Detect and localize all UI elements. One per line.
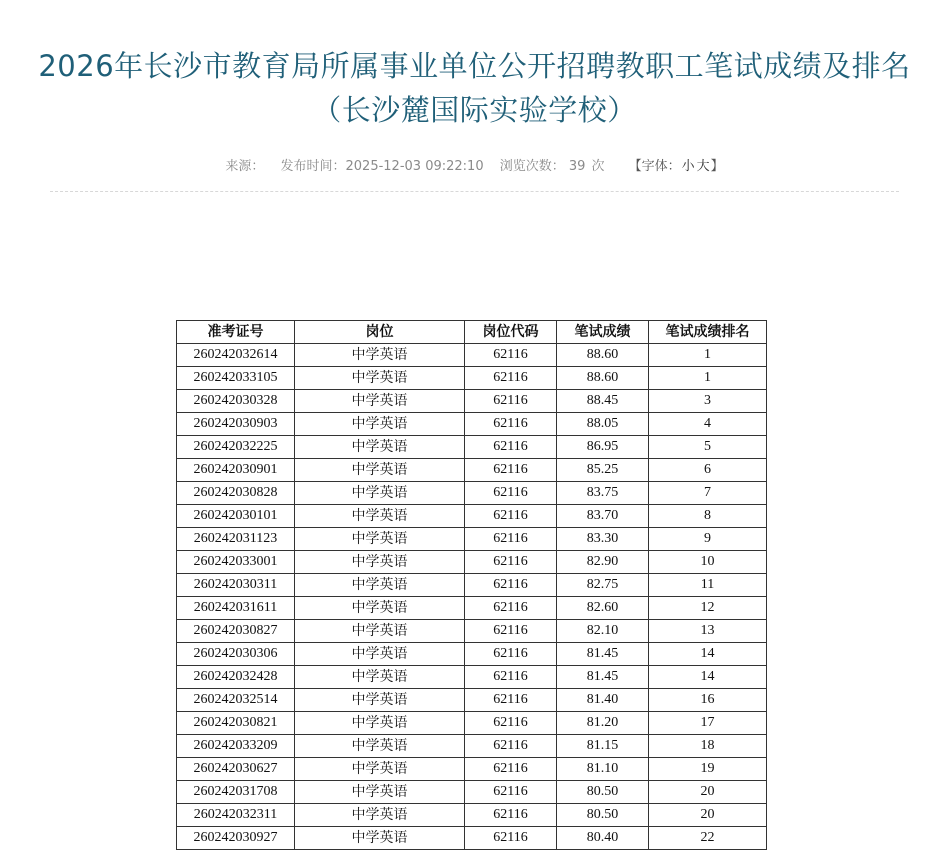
source-label: 来源： [225, 159, 265, 174]
cell-position-code: 62116 [465, 666, 557, 689]
cell-exam-id: 260242030627 [177, 758, 295, 781]
score-table [176, 320, 767, 850]
cell-position-code: 62116 [465, 735, 557, 758]
table-row [177, 413, 767, 436]
cell-score: 82.60 [557, 597, 649, 620]
cell-score: 88.60 [557, 344, 649, 367]
cell-score: 82.10 [557, 620, 649, 643]
table-row [177, 574, 767, 597]
cell-position-code: 62116 [465, 436, 557, 459]
cell-rank: 14 [649, 643, 767, 666]
cell-rank: 3 [649, 390, 767, 413]
table-row [177, 482, 767, 505]
cell-position-code: 62116 [465, 574, 557, 597]
cell-score: 80.50 [557, 781, 649, 804]
header-position: 岗位 [295, 321, 465, 344]
font-large-link[interactable]: 大 [696, 159, 710, 174]
cell-position-code: 62116 [465, 620, 557, 643]
cell-score: 83.75 [557, 482, 649, 505]
cell-rank: 11 [649, 574, 767, 597]
cell-exam-id: 260242031708 [177, 781, 295, 804]
cell-position: 中学英语 [295, 574, 465, 597]
table-row [177, 367, 767, 390]
cell-position: 中学英语 [295, 551, 465, 574]
table-row [177, 735, 767, 758]
table-row [177, 436, 767, 459]
table-row [177, 390, 767, 413]
cell-exam-id: 260242030328 [177, 390, 295, 413]
cell-position-code: 62116 [465, 643, 557, 666]
cell-position: 中学英语 [295, 827, 465, 850]
cell-score: 83.70 [557, 505, 649, 528]
cell-exam-id: 260242032614 [177, 344, 295, 367]
cell-score: 81.15 [557, 735, 649, 758]
cell-score: 82.75 [557, 574, 649, 597]
cell-position-code: 62116 [465, 804, 557, 827]
views-count: 39 [568, 159, 586, 174]
cell-rank: 19 [649, 758, 767, 781]
font-small-link[interactable]: 小 [681, 159, 695, 174]
cell-position: 中学英语 [295, 781, 465, 804]
cell-score: 80.50 [557, 804, 649, 827]
cell-exam-id: 260242030311 [177, 574, 295, 597]
cell-score: 86.95 [557, 436, 649, 459]
cell-exam-id: 260242031611 [177, 597, 295, 620]
cell-position: 中学英语 [295, 712, 465, 735]
cell-position-code: 62116 [465, 551, 557, 574]
cell-position: 中学英语 [295, 459, 465, 482]
cell-position-code: 62116 [465, 505, 557, 528]
cell-exam-id: 260242030903 [177, 413, 295, 436]
cell-exam-id: 260242030306 [177, 643, 295, 666]
cell-exam-id: 260242033001 [177, 551, 295, 574]
cell-rank: 5 [649, 436, 767, 459]
header-exam-id: 准考证号 [177, 321, 295, 344]
table-row [177, 597, 767, 620]
cell-score: 82.90 [557, 551, 649, 574]
cell-score: 85.25 [557, 459, 649, 482]
cell-rank: 20 [649, 781, 767, 804]
cell-position-code: 62116 [465, 781, 557, 804]
table-row [177, 781, 767, 804]
cell-exam-id: 260242032514 [177, 689, 295, 712]
table-body [177, 344, 767, 850]
page-subtitle: （长沙麓国际实验学校） [312, 93, 637, 127]
cell-score: 88.05 [557, 413, 649, 436]
cell-exam-id: 260242030828 [177, 482, 295, 505]
cell-position-code: 62116 [465, 827, 557, 850]
cell-position: 中学英语 [295, 482, 465, 505]
cell-position-code: 62116 [465, 712, 557, 735]
cell-rank: 16 [649, 689, 767, 712]
cell-rank: 4 [649, 413, 767, 436]
cell-exam-id: 260242030927 [177, 827, 295, 850]
cell-rank: 12 [649, 597, 767, 620]
cell-position-code: 62116 [465, 597, 557, 620]
cell-score: 88.60 [557, 367, 649, 390]
cell-score: 81.45 [557, 643, 649, 666]
table-row [177, 551, 767, 574]
cell-position-code: 62116 [465, 528, 557, 551]
cell-score: 83.30 [557, 528, 649, 551]
cell-rank: 7 [649, 482, 767, 505]
cell-score: 80.40 [557, 827, 649, 850]
cell-position: 中学英语 [295, 528, 465, 551]
cell-rank: 9 [649, 528, 767, 551]
cell-position: 中学英语 [295, 344, 465, 367]
page-title: 2026年长沙市教育局所属事业单位公开招聘教职工笔试成绩及排名 [38, 49, 911, 83]
table-header-row [177, 321, 767, 344]
cell-position: 中学英语 [295, 666, 465, 689]
cell-score: 81.45 [557, 666, 649, 689]
cell-position-code: 62116 [465, 689, 557, 712]
cell-position: 中学英语 [295, 413, 465, 436]
cell-exam-id: 260242031123 [177, 528, 295, 551]
cell-rank: 6 [649, 459, 767, 482]
table-row [177, 827, 767, 850]
cell-rank: 1 [649, 344, 767, 367]
cell-exam-id: 260242030821 [177, 712, 295, 735]
views-info [500, 159, 605, 174]
publish-time: 2025-12-03 09:22:10 [345, 159, 484, 174]
cell-score: 88.45 [557, 390, 649, 413]
cell-position: 中学英语 [295, 367, 465, 390]
header-rank: 笔试成绩排名 [649, 321, 767, 344]
cell-rank: 14 [649, 666, 767, 689]
cell-position-code: 62116 [465, 367, 557, 390]
cell-position-code: 62116 [465, 758, 557, 781]
cell-rank: 10 [649, 551, 767, 574]
cell-position: 中学英语 [295, 804, 465, 827]
cell-position: 中学英语 [295, 643, 465, 666]
header-score: 笔试成绩 [557, 321, 649, 344]
table-row [177, 620, 767, 643]
cell-position-code: 62116 [465, 459, 557, 482]
cell-exam-id: 260242032311 [177, 804, 295, 827]
cell-rank: 20 [649, 804, 767, 827]
divider [50, 191, 899, 192]
cell-position-code: 62116 [465, 390, 557, 413]
table-row [177, 804, 767, 827]
cell-exam-id: 260242030827 [177, 620, 295, 643]
cell-position: 中学英语 [295, 758, 465, 781]
cell-position: 中学英语 [295, 620, 465, 643]
cell-position: 中学英语 [295, 597, 465, 620]
table-row [177, 643, 767, 666]
cell-score: 81.40 [557, 689, 649, 712]
cell-exam-id: 260242030901 [177, 459, 295, 482]
font-suffix: 】 [710, 159, 724, 174]
table-row [177, 666, 767, 689]
views-label: 浏览次数： [499, 159, 565, 174]
font-size-toggle [629, 159, 724, 174]
cell-exam-id: 260242033209 [177, 735, 295, 758]
table-row [177, 528, 767, 551]
cell-rank: 1 [649, 367, 767, 390]
cell-position-code: 62116 [465, 413, 557, 436]
article-meta [0, 155, 949, 174]
publish-label: 发布时间： [280, 159, 346, 174]
cell-rank: 18 [649, 735, 767, 758]
table-row [177, 758, 767, 781]
cell-exam-id: 260242032428 [177, 666, 295, 689]
font-prefix: 【字体： [628, 159, 681, 174]
cell-position-code: 62116 [465, 482, 557, 505]
cell-position: 中学英语 [295, 689, 465, 712]
header-position-code: 岗位代码 [465, 321, 557, 344]
cell-exam-id: 260242032225 [177, 436, 295, 459]
cell-position: 中学英语 [295, 505, 465, 528]
cell-score: 81.20 [557, 712, 649, 735]
cell-rank: 8 [649, 505, 767, 528]
cell-position-code: 62116 [465, 344, 557, 367]
table-row [177, 689, 767, 712]
table-row [177, 712, 767, 735]
table-row [177, 344, 767, 367]
cell-position: 中学英语 [295, 436, 465, 459]
table-row [177, 505, 767, 528]
cell-rank: 13 [649, 620, 767, 643]
cell-rank: 22 [649, 827, 767, 850]
cell-exam-id: 260242033105 [177, 367, 295, 390]
cell-position: 中学英语 [295, 390, 465, 413]
cell-score: 81.10 [557, 758, 649, 781]
cell-position: 中学英语 [295, 735, 465, 758]
views-unit: 次 [591, 159, 605, 174]
publish-info [281, 159, 484, 174]
table-row [177, 459, 767, 482]
cell-exam-id: 260242030101 [177, 505, 295, 528]
cell-rank: 17 [649, 712, 767, 735]
